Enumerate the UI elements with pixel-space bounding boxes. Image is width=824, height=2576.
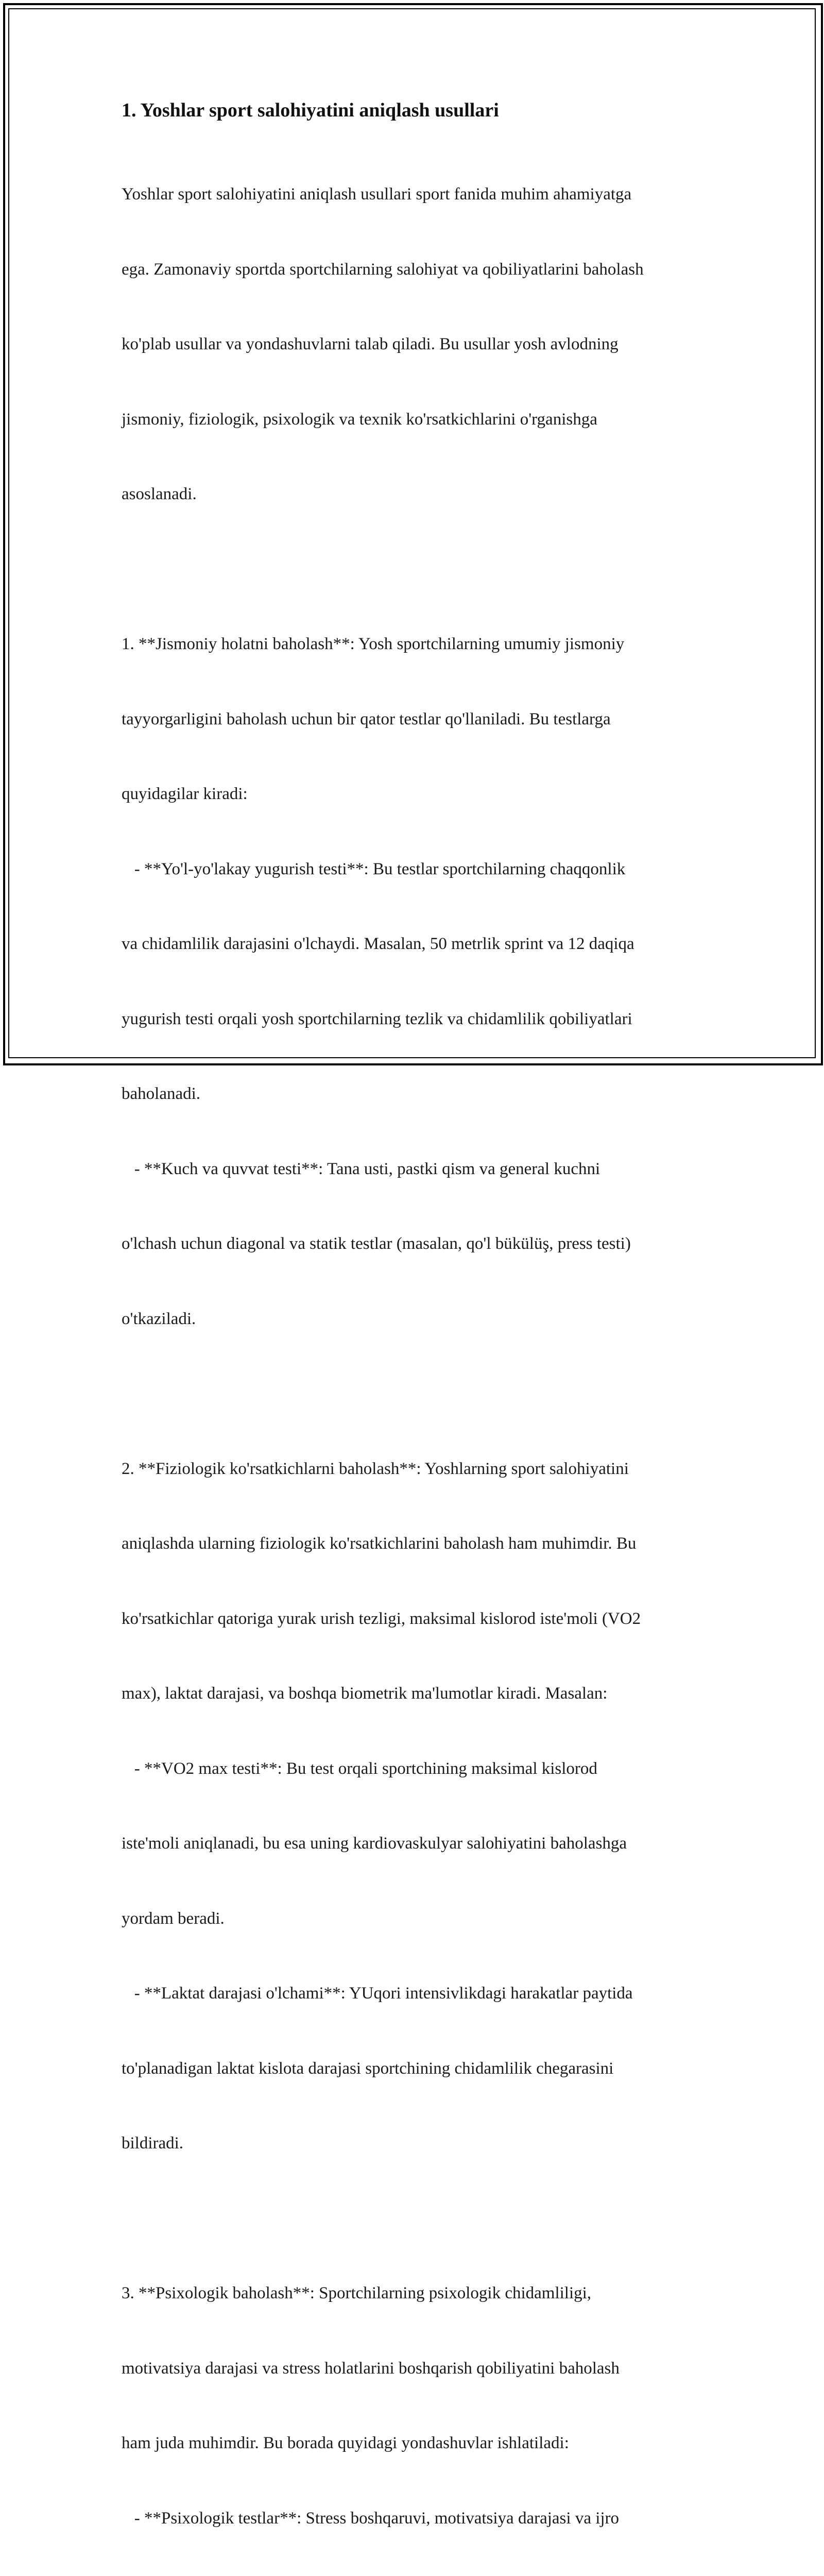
paragraph-gap — [122, 2206, 709, 2231]
paragraph-line: yordam beradi. — [122, 1909, 225, 1928]
paragraph-line: 2. **Fiziologik ko'rsatkichlarni baholash**: Yoshlarning sport salohiyatini — [122, 1459, 629, 1478]
intro-paragraph — [122, 132, 709, 557]
section-physiological — [122, 1406, 709, 2206]
paragraph-line: va chidamlilik darajasini o'lchaydi. Masalan, 50 metrlik sprint va 12 daqiqa — [122, 935, 634, 953]
paragraph-line: o'lchash uchun diagonal va statik testlar (masalan, qo'l bükülüş, press testi) — [122, 1234, 631, 1253]
paragraph-line: tayyorgarligini baholash uchun bir qator testlar qo'llaniladi. Bu testlarga — [122, 709, 611, 728]
paragraph-line: motivatsiya darajasi va stress holatlarini boshqarish qobiliyatini baholash — [122, 2359, 620, 2378]
paragraph-line: - **Yo'l-yo'lakay yugurish testi**: Bu testlar sportchilarning chaqqonlik — [122, 859, 626, 878]
paragraph-line: ham juda muhimdir. Bu borada quyidagi yondashuvlar ishlatiladi: — [122, 2434, 569, 2452]
paragraph-line: max), laktat darajasi, va boshqa biometrik ma'lumotlar kiradi. Masalan: — [122, 1684, 608, 1703]
document-body — [122, 97, 709, 2576]
section-physical — [122, 582, 709, 1381]
paragraph-line: - **Laktat darajasi o'lchami**: YUqori intensivlikdagi harakatlar paytida — [122, 1984, 633, 2003]
paragraph-line: 3. **Psixologik baholash**: Sportchilarning psixologik chidamliligi, — [122, 2284, 592, 2302]
paragraph-line: jismoniy, fiziologik, psixologik va texnik ko'rsatkichlarini o'rganishga — [122, 410, 597, 429]
paragraph-line: ko'rsatkichlar qatoriga yurak urish tezligi, maksimal kislorod iste'moli (VO2 — [122, 1609, 641, 1628]
paragraph-line: ko'plab usullar va yondashuvlarni talab qiladi. Bu usullar yosh avlodning — [122, 335, 619, 353]
paragraph-line: - **Kuch va quvvat testi**: Tana usti, pastki qism va general kuchni — [122, 1159, 600, 1178]
paragraph-line: iste'moli aniqlanadi, bu esa uning kardiovaskulyar salohiyatini baholashga — [122, 1834, 627, 1853]
paragraph-line: - **Psixologik testlar**: Stress boshqaruvi, motivatsiya darajasi va ijro — [122, 2509, 620, 2528]
paragraph-line: - **VO2 max testi**: Bu test orqali sportchining maksimal kislorod — [122, 1759, 597, 1778]
section-psychological — [122, 2231, 709, 2576]
paragraph-line: aniqlashda ularning fiziologik ko'rsatkichlarini baholash ham muhimdir. Bu — [122, 1534, 637, 1553]
paragraph-line: baholanadi. — [122, 1084, 201, 1103]
paragraph-line: o'tkaziladi. — [122, 1309, 196, 1328]
paragraph-gap — [122, 1381, 709, 1406]
paragraph-line: ega. Zamonaviy sportda sportchilarning salohiyat va qobiliyatlarini baholash — [122, 260, 644, 279]
paragraph-line: Yoshlar sport salohiyatini aniqlash usullari sport fanida muhim ahamiyatga — [122, 185, 632, 204]
paragraph-line: quyidagilar kiradi: — [122, 785, 248, 803]
paragraph-line: yugurish testi orqali yosh sportchilarning tezlik va chidamlilik qobiliyatlari — [122, 1009, 632, 1028]
paragraph-line: to'planadigan laktat kislota darajasi sportchining chidamlilik chegarasini — [122, 2059, 614, 2078]
paragraph-line: asoslanadi. — [122, 485, 197, 503]
paragraph-gap — [122, 557, 709, 582]
paragraph-line: bildiradi. — [122, 2134, 184, 2153]
paragraph-line: 1. **Jismoniy holatni baholash**: Yosh sportchilarning umumiy jismoniy — [122, 635, 625, 653]
document-title: 1. Yoshlar sport salohiyatini aniqlash usullari — [122, 99, 499, 121]
